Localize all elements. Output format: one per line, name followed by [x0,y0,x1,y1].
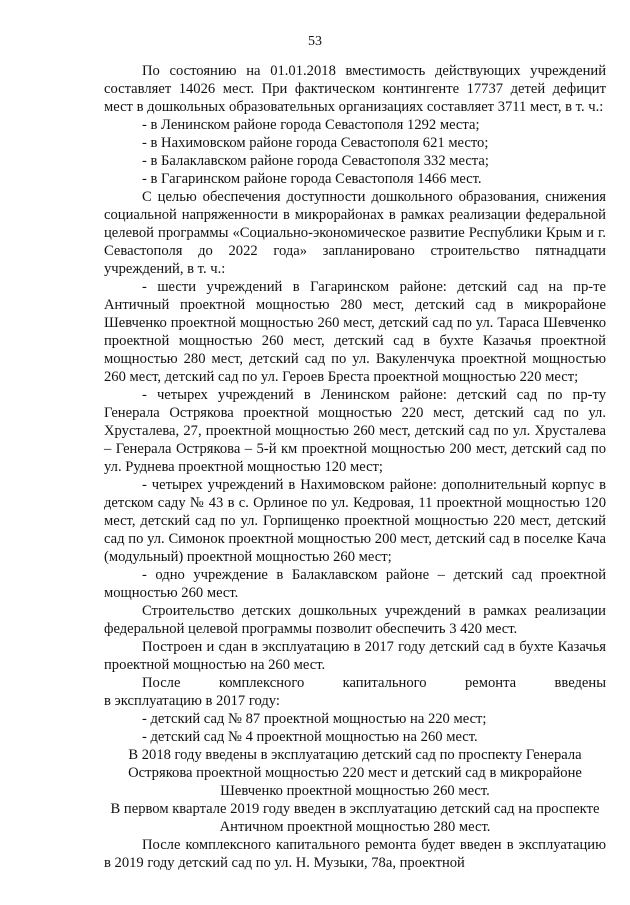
paragraph-renovation-continued: в эксплуатацию в 2017 году: [104,693,280,709]
paragraph-kazachya: Построен и сдан в эксплуатацию в 2017 году детский сад в бухте Казачья проектной мощностью на 260 мест. [104,639,606,673]
paragraph-capacity: По состоянию на 01.01.2018 вместимость действующих учреждений составляет 14026 мест. При фактическом контингенте 17737 детей дефицит мест в дошкольных образовательных организациях составляет 3711 мест, в т. ч.: [104,63,606,115]
list-item-nakhimovsky-deficit: - в Нахимовском районе города Севастополя 621 место; [142,135,489,151]
list-item-nakhimovsky-construction: - четырех учреждений в Нахимовском районе: дополнительный корпус в детском саду № 43 в с. Орлиное по ул. Кедровая, 11 проектной мощностью 120 мест, детский сад по ул. Горпищенко проектной мощностью 220 мест, детский сад по ул. Симонок проектной мощностью 200 мест, детский сад в поселке Кача (модульный) проектной мощностью 260 мест; [104,477,606,565]
paragraph-2018: В 2018 году введены в эксплуатацию детский сад по проспекту Генерала Острякова проектной мощностью 220 мест и детский сад в микрорайоне Шевченко проектной мощностью 260 мест. [128,747,582,799]
page-number: 53 [308,34,322,49]
document-body [104,62,606,872]
list-item-kindergarten-4: - детский сад № 4 проектной мощностью на 260 мест. [142,729,478,745]
paragraph-program: С целью обеспечения доступности дошкольного образования, снижения социальной напряженности в микрорайонах в рамках реализации федеральной целевой программы «Социально-экономическое развитие Республики Крым и г. Севастополя до 2022 года» запланировано строительство пятнадцати учреждений, в т. ч.: [104,189,606,277]
paragraph-total-places: Строительство детских дошкольных учреждений в рамках реализации федеральной целевой программы позволит обеспечить 3 420 мест. [104,603,606,637]
list-item-balaklavsky-construction: - одно учреждение в Балаклавском районе – детский сад проектной мощностью 260 мест. [104,567,606,601]
list-item-gagarinsky-deficit: - в Гагаринском районе города Севастополя 1466 мест. [142,171,482,187]
list-item-kindergarten-87: - детский сад № 87 проектной мощностью на 220 мест; [142,711,487,727]
paragraph-renovation-heading: После комплексного капитального ремонта введены [142,675,606,691]
list-item-leninsky-construction: - четырех учреждений в Ленинском районе: детский сад по пр-ту Генерала Острякова проектной мощностью 220 мест, детский сад по ул. Хрусталева, 27, проектной мощностью 260 мест, детский сад по ул. Хрусталева – Генерала Острякова – 5-й км проектной мощностью 200 мест, детский сад по ул. Руднева проектной мощностью 120 мест; [104,387,606,475]
list-item-leninsky-deficit: - в Ленинском районе города Севастополя 1292 места; [142,117,480,133]
paragraph-2019-renovation: После комплексного капитального ремонта будет введен в эксплуатацию в 2019 году детский сад по ул. Н. Музыки, 78а, проектной [104,837,606,871]
list-item-gagarinsky-construction: - шести учреждений в Гагаринском районе: детский сад на пр-те Античный проектной мощностью 280 мест, детский сад в микрорайоне Шевченко проектной мощностью 260 мест, детский сад по ул. Тараса Шевченко проектной мощностью 260 мест, детский сад в бухте Казачья проектной мощностью 280 мест, детский сад по ул. Вакуленчука проектной мощностью 260 мест, детский сад по ул. Героев Бреста проектной мощностью 220 мест; [104,279,606,385]
paragraph-2019-q1: В первом квартале 2019 году введен в эксплуатацию детский сад на проспекте Античном проектной мощностью 280 мест. [110,801,600,835]
list-item-balaklavsky-deficit: - в Балаклавском районе города Севастополя 332 места; [142,153,489,169]
